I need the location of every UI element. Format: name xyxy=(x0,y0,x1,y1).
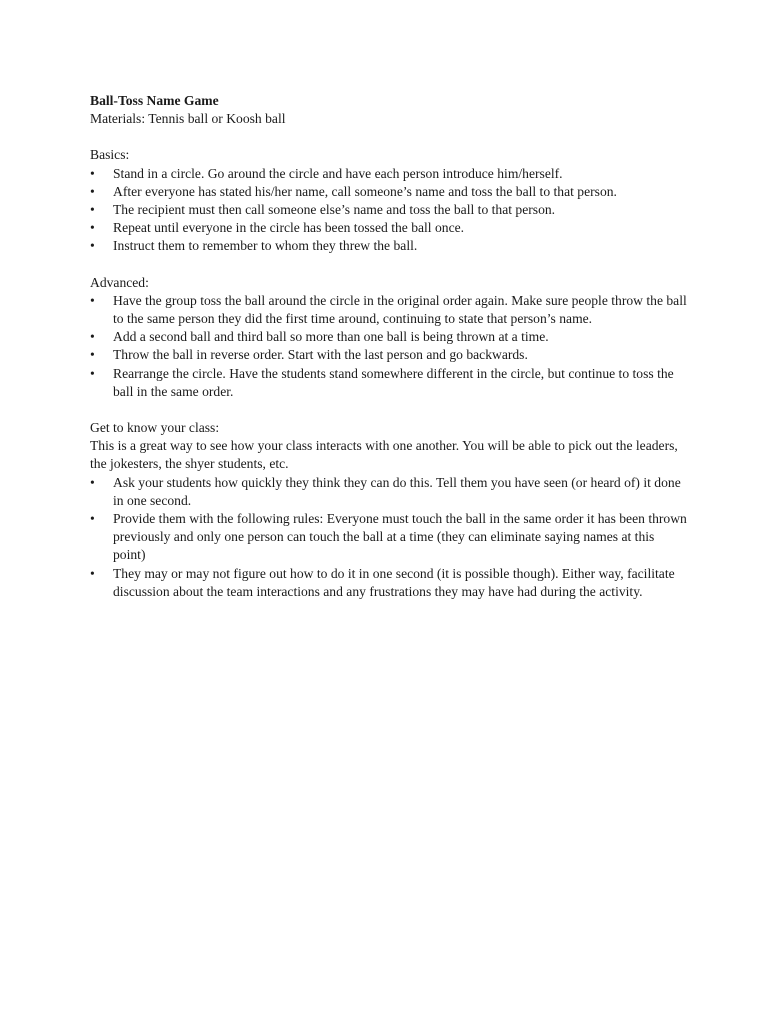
spacer xyxy=(90,401,690,419)
bullet-icon: • xyxy=(90,329,95,345)
class-list xyxy=(90,474,690,601)
spacer xyxy=(90,256,690,274)
list-item-text: The recipient must then call someone else’s name and toss the ball to that person. xyxy=(113,202,556,218)
bullet-icon: • xyxy=(90,565,95,581)
list-item xyxy=(90,565,690,601)
list-item xyxy=(90,346,690,364)
bullet-icon: • xyxy=(90,220,95,236)
basics-heading: Basics: xyxy=(90,147,130,163)
list-item-text: Repeat until everyone in the circle has been tossed the ball once. xyxy=(113,220,465,236)
list-item-text: Provide them with the following rules: Everyone must touch the ball in the same order it has been thrown previously and only one person can touch the ball at a time (they can eliminate saying names at this point) xyxy=(113,511,687,563)
bullet-icon: • xyxy=(90,474,95,490)
list-item xyxy=(90,328,690,346)
list-item xyxy=(90,219,690,237)
advanced-list xyxy=(90,292,690,401)
list-item xyxy=(90,165,690,183)
bullet-icon: • xyxy=(90,202,95,218)
spacer xyxy=(90,128,690,146)
list-item-text: They may or may not figure out how to do it in one second (it is possible though). Either way, facilitate discussion about the team interactions and any frustrations they may have had during the activity. xyxy=(113,565,675,599)
advanced-heading: Advanced: xyxy=(90,274,149,290)
list-item xyxy=(90,292,690,328)
list-item-text: Stand in a circle. Go around the circle and have each person introduce him/herself. xyxy=(113,165,563,181)
bullet-icon: • xyxy=(90,165,95,181)
list-item xyxy=(90,183,690,201)
list-item xyxy=(90,474,690,510)
list-item xyxy=(90,237,690,255)
bullet-icon: • xyxy=(90,292,95,308)
list-item-text: Have the group toss the ball around the circle in the original order again. Make sure people throw the ball to the same person they did the first time around, continuing to state that person’s name. xyxy=(113,292,687,327)
class-heading: Get to know your class: xyxy=(90,420,220,436)
list-item-text: Instruct them to remember to whom they threw the ball. xyxy=(113,238,418,254)
bullet-icon: • xyxy=(90,511,95,527)
list-item-text: Ask your students how quickly they think they can do this. Tell them you have seen (or heard of) it done in one second. xyxy=(113,474,681,508)
bullet-icon: • xyxy=(90,347,95,363)
list-item-text: Throw the ball in reverse order. Start with the last person and go backwards. xyxy=(113,347,528,363)
list-item xyxy=(90,365,690,401)
basics-list xyxy=(90,165,690,256)
list-item-text: Rearrange the circle. Have the students stand somewhere different in the circle, but continue to toss the ball in the same order. xyxy=(113,365,674,399)
bullet-icon: • xyxy=(90,183,95,199)
list-item xyxy=(90,510,690,565)
document-title: Ball-Toss Name Game xyxy=(90,93,219,108)
list-item-text: After everyone has stated his/her name, call someone’s name and toss the ball to that person. xyxy=(113,183,617,199)
document-page xyxy=(90,92,690,601)
class-intro-paragraph: This is a great way to see how your class interacts with one another. You will be able to pick out the leaders, the jokesters, the shyer students, etc. xyxy=(90,438,678,472)
bullet-icon: • xyxy=(90,365,95,381)
materials-line: Materials: Tennis ball or Koosh ball xyxy=(90,111,286,127)
bullet-icon: • xyxy=(90,238,95,254)
list-item-text: Add a second ball and third ball so more than one ball is being thrown at a time. xyxy=(113,329,549,345)
list-item xyxy=(90,201,690,219)
